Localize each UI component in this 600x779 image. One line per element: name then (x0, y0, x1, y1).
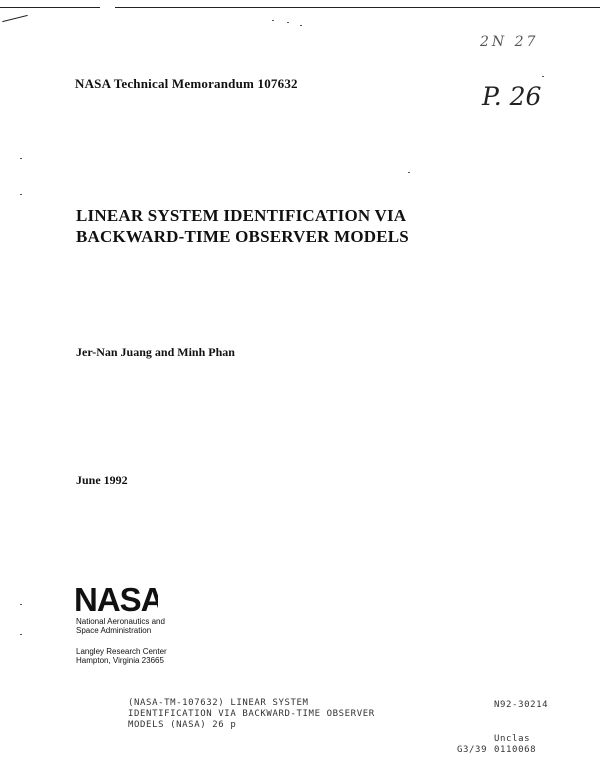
agency-line-1: National Aeronautics and (76, 617, 165, 626)
authors: Jer-Nan Juang and Minh Phan (76, 345, 235, 359)
memo-number: NASA Technical Memorandum 107632 (75, 76, 298, 91)
scan-line-diagonal (2, 15, 27, 22)
scan-speck (300, 25, 302, 26)
citation-block (128, 698, 375, 731)
scan-speck (542, 76, 544, 77)
title-line-1: LINEAR SYSTEM IDENTIFICATION VIA (76, 206, 407, 225)
title-line-2: BACKWARD-TIME OBSERVER MODELS (76, 227, 409, 246)
scan-speck (20, 158, 22, 159)
nasa-worm-icon (74, 582, 158, 614)
document-id: 0110068 (494, 745, 537, 755)
scan-line-top-right (115, 7, 600, 8)
center-line-1: Langley Research Center (76, 647, 167, 656)
handwritten-category-note: 2N 27 (480, 34, 539, 50)
subject-category: G3/39 (457, 745, 488, 755)
citation-line-3: MODELS (NASA) 26 p (128, 720, 237, 730)
accession-number: N92-30214 (494, 700, 549, 710)
publication-date: June 1992 (76, 473, 128, 487)
citation-line-2: IDENTIFICATION VIA BACKWARD-TIME OBSERVER (128, 709, 375, 719)
report-title (76, 205, 409, 247)
unclas-label: Unclas (494, 734, 531, 744)
classification (494, 734, 536, 756)
nasa-worm-logo (74, 582, 158, 619)
research-center (76, 647, 167, 665)
scan-speck (20, 194, 22, 195)
scan-speck (408, 172, 410, 173)
citation-line-1: (NASA-TM-107632) LINEAR SYSTEM (128, 698, 309, 708)
agency-name (76, 617, 165, 635)
agency-line-2: Space Administration (76, 626, 152, 635)
handwritten-page-count: P. 26 (482, 82, 542, 111)
scan-speck (272, 20, 274, 21)
scan-speck (287, 22, 289, 23)
scan-speck (20, 604, 22, 605)
center-line-2: Hampton, Virginia 23665 (76, 656, 164, 665)
nasa-logo-text: NASA (74, 582, 158, 614)
scan-speck (20, 634, 22, 635)
scan-line-top-left (0, 7, 100, 8)
